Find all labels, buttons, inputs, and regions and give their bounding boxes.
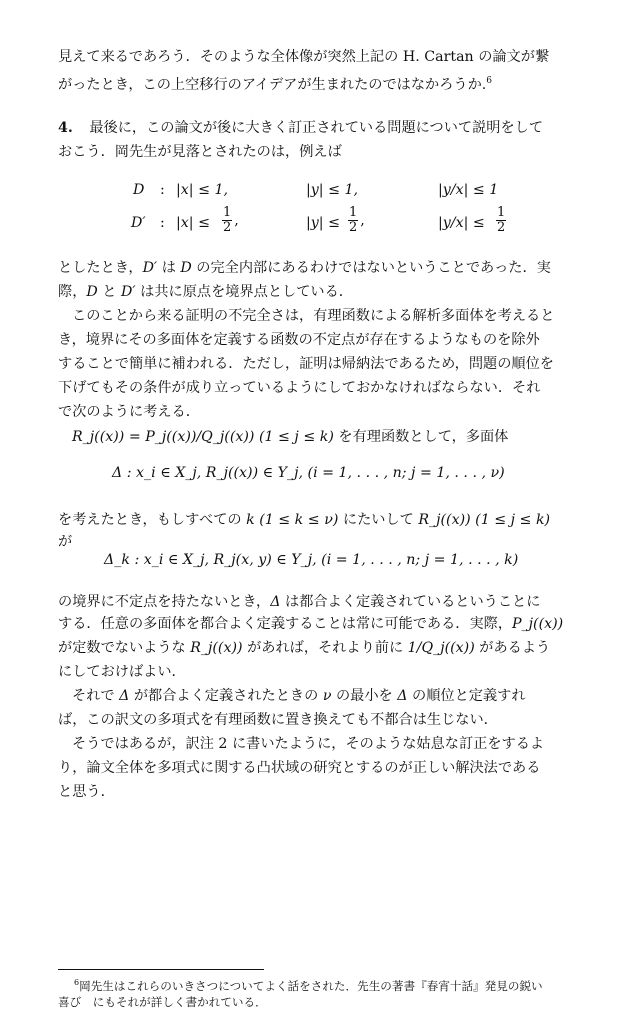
paragraph-line: き，境界にその多面体を定義する函数の不定点が存在するようなものを除外 bbox=[58, 332, 540, 348]
text-run: おこう．岡先生が見落とされたのは，例えば bbox=[58, 144, 342, 160]
polyhedron-k-equation: Δ_k : x_i ∈ X_j, R_j(x, y) ∈ Y_j, (i = 1, . . . , n; j = 1, . . . , k) bbox=[104, 552, 519, 568]
paragraph-line: で次のように考える． bbox=[58, 404, 200, 420]
paragraph-line: する．任意の多面体を都合よく定義することは常に可能である．実際，P_j((x)) bbox=[58, 616, 564, 632]
fraction: $\frac{1}{2}$ , bbox=[349, 205, 365, 235]
paragraph-line: それで Δ が都合よく定義されたときの ν の最小を Δ の順位と定義すれ bbox=[72, 688, 526, 704]
paragraph-line: と思う． bbox=[58, 784, 115, 800]
paragraph-line: が定数でないような R_j((x)) があれば，それより前に 1/Q_j((x)) があるよう bbox=[58, 640, 551, 656]
eq-sep: : bbox=[160, 215, 165, 231]
paragraph-line: り，論文全体を多項式に関する凸状域の研究とするのが正しい解決法である bbox=[58, 760, 541, 776]
paragraph-line: にしておけばよい． bbox=[58, 664, 186, 680]
fraction: $\frac{1}{2}$ , bbox=[223, 205, 239, 235]
paragraph-line: することで簡単に補われる．ただし，証明は帰納法であるため，問題の順位を bbox=[58, 356, 554, 372]
paragraph-line: の境界に不定点を持たないとき，Δ は都合よく定義されているということに bbox=[58, 594, 541, 610]
section-number: 4. bbox=[58, 120, 73, 136]
footnote-line: 喜び にもそれが詳しく書かれている． bbox=[58, 995, 267, 1009]
polyhedron-equation: Δ : x_i ∈ X_j, R_j((x)) ∈ Y_j, (i = 1, . . . , n; j = 1, . . . , ν) bbox=[112, 465, 505, 481]
text-run: 最後に，この論文が後に大きく訂正されている問題について説明をして bbox=[89, 120, 544, 136]
author-name: H. Cartan bbox=[402, 49, 474, 65]
paragraph-line: が bbox=[58, 534, 73, 550]
eq-cell: |y/x| ≤ bbox=[438, 215, 485, 231]
eq-cell: |x| ≤ bbox=[176, 215, 210, 231]
section-heading-line bbox=[58, 118, 543, 138]
paragraph-line bbox=[58, 71, 492, 95]
paragraph-line: R_j((x)) = P_j((x))/Q_j((x)) (1 ≤ j ≤ k) を有理函数として，多面体 bbox=[72, 429, 509, 445]
eq-cell: |y| ≤ 1, bbox=[306, 182, 359, 198]
eq-lhs: D bbox=[133, 182, 145, 198]
paragraph-line: としたとき，D′ は D の完全内部にあるわけではないということであった．実 bbox=[58, 260, 551, 276]
footnote-rule bbox=[58, 969, 264, 970]
footnote-line: $^6$岡先生はこれらのいきさつについてよく話をされた．先生の著書『春宵十話』発見の鋭い bbox=[74, 978, 543, 993]
text-run: 見えて来るであろう．そのような全体像が突然上記の bbox=[58, 49, 399, 65]
fraction: $\frac{1}{2}$ bbox=[497, 205, 506, 235]
paragraph-line: そうではあるが，訳注 2 に書いたように，そのような姑息な訂正をするよ bbox=[72, 736, 545, 752]
paragraph-line: ば，この訳文の多項式を有理函数に置き換えても不都合は生じない． bbox=[58, 712, 498, 728]
paragraph-line: このことから来る証明の不完全さは，有理函数による解析多面体を考えると bbox=[72, 308, 555, 324]
footnote-marker[interactable]: 6 bbox=[486, 76, 493, 86]
paragraph-line: を考えたとき，もしすべての k (1 ≤ k ≤ ν) にたいして R_j((x)) (1 ≤ j ≤ k) bbox=[58, 512, 551, 528]
eq-cell: |x| ≤ 1, bbox=[176, 182, 229, 198]
paragraph-line: 下げてもその条件が成り立っているようにしておかなければならない．それ bbox=[58, 380, 541, 396]
footnote-marker: 6 bbox=[74, 978, 80, 987]
eq-cell: |y/x| ≤ 1 bbox=[438, 182, 499, 198]
inline-math: R_j((x)) = P_j((x))/Q_j((x)) (1 ≤ j ≤ k) bbox=[72, 429, 334, 445]
text-run: の論文が繋 bbox=[478, 49, 550, 65]
eq-sep: : bbox=[160, 182, 165, 198]
paragraph-line bbox=[58, 142, 342, 162]
paragraph-line: 際，D と D′ は共に原点を境界点としている． bbox=[58, 284, 353, 300]
eq-cell: |y| ≤ bbox=[306, 215, 340, 231]
eq-lhs: D′ bbox=[131, 215, 146, 231]
paragraph-line bbox=[58, 47, 549, 67]
text-run: がったとき，この上空移行のアイデアが生まれたのではなかろうか. bbox=[58, 77, 487, 93]
